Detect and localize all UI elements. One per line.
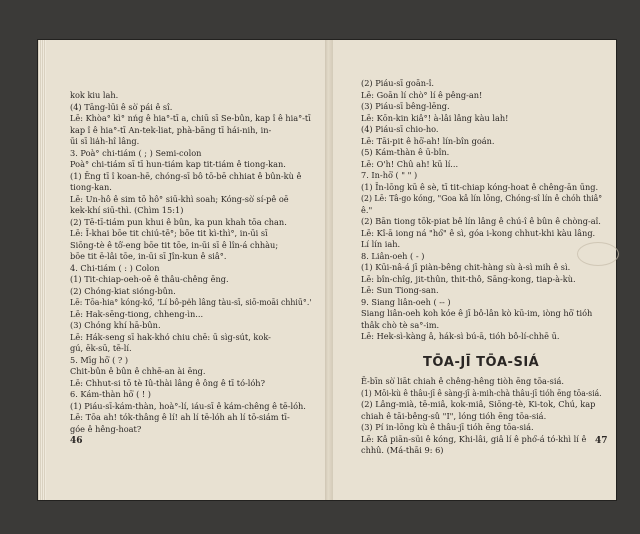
text-line: Lē: Sun Tiong-san. [361, 285, 439, 295]
text-line: ūi sī lia̍h-hî lâng. [70, 136, 140, 146]
text-line: gú, ēk-sū, tē-lí. [70, 343, 132, 353]
text-line: Siōng-tè ê tô͘-eng bōe tit tōe, in-ūi sī ê lîn-á chhàu; [70, 239, 279, 250]
text-line: (2) Lâng-mià, tē-miâ, kok-miâ, Siōng-tè, Ki-tok, Chú, kap [361, 399, 596, 409]
text-line: Lē: Chhut-si tō tè Iû-thài lâng ê ông ê tī tó-lóh? [70, 377, 265, 388]
text-line: Siang liân-oeh koh kóe ê jī bô-lân kò kū-im, iòng hō͘ tióh [361, 308, 593, 318]
text-line: 9. Siang liân-oeh ( -- ) [361, 296, 451, 307]
text-line: Lē: Kōn-kin kiâ°! à-lâi lâng kàu lah! [361, 112, 509, 123]
text-line: 6. Kám-thàn hō͘ ( ! ) [70, 389, 151, 399]
text-line: Lē: Tōa-hia° kóng-kó͘, 'Lí bô-pe̍h lâng tàu-sī, siō-moāi chhiū°.' [70, 297, 312, 307]
text-line: (2) Chóng-kiat sióng-bûn. [70, 285, 176, 296]
text-line: Ē-bīn sò͘ liāt chiah ê chêng-hêng tiòh ēng tōa-siá. [361, 376, 564, 386]
text-line: Lí lín iah. [361, 239, 401, 249]
text-line: (1) Piáu-sī-kám-thàn, hoà°-lí, iáu-sī ê kám-chêng ê tē-lóh. [70, 400, 306, 411]
text-line: chhû. (Má-thāi 9: 6) [361, 445, 444, 455]
text-line: (3) Piáu-sī bêng-lēng. [361, 101, 450, 111]
text-line: (3) Pí in-lōng kù ê thâu-jī tióh ēng tōa-siá. [361, 422, 534, 432]
text-line: 5. Mīg hō͘ ( ? ) [70, 354, 129, 365]
text-line: bōe tit ē-lâi tōe, in-ūi sī Jîn-kun ê siâ°. [70, 251, 227, 261]
text-line: Chit-bûn ê bûn ê chhē-an ài ēng. [70, 366, 206, 376]
text-line: Lē: Hák-seng sī hak-khó chiu chē: ū sìg-sút, kok- [70, 331, 271, 342]
text-line: (2) Bān tiong tōk-piat bê lín lâng ê chú-î ê bûn ê chòng-aî. [361, 216, 601, 226]
text-line: 3. Poà° chi-tiám ( ; ) Semi-colon [70, 147, 202, 158]
text-line: (3) Chóng khí hā-bûn. [70, 320, 161, 330]
text-line: ê." [361, 204, 373, 215]
text-line: góe ê hêng-hoat? [70, 423, 142, 434]
right-page [333, 40, 616, 500]
text-line: (1) Tit-chiap-oeh-oē ê thâu-chêng ēng. [70, 274, 229, 284]
text-line: (4) Tāng-lūi ê sò͘ pái ê sî. [70, 101, 173, 112]
text-line: Lē: Khòa° kì° nńg ê hia°-tī a, chiū sī Se-bûn, kap î ê hia°-tī [70, 113, 311, 123]
text-line: 8. Liân-oeh ( - ) [361, 250, 425, 261]
text-line: (2) Lē: Tâ-go kóng, "Goa kâ lín lōng, Chóng-sî lín ê chóh thiâ° [361, 193, 603, 203]
right-page-body [333, 40, 616, 500]
text-line: thâk chò tè sa°-im. [361, 319, 440, 330]
text-line: (1) Kūi-nâ-á jī piàn-bêng chit-hàng sù à-sì mih ê sì. [361, 262, 571, 272]
text-line: Lē: Hak-sēng-tiong, chheng-ìn... [70, 308, 204, 319]
text-line: (2) Piáu-sī goān-î. [361, 78, 434, 88]
text-line: (2) Tē-tī-tiám pun khui ê bûn, ka pun khah tōa chan. [70, 216, 287, 227]
page-number-left: 46 [70, 436, 83, 446]
text-line: Lē: Hek-sì-kàng â, hák-sì bú-ā, tióh bô-lí-chhē ū. [361, 331, 560, 341]
text-line: chiah ê tāi-bêng-sû "I", lóng tióh ēng tōa-siá. [361, 410, 547, 421]
text-line: kap î ê hia°-tī An-tek-liat, phà-bāng tī hái-nih, in- [70, 124, 272, 135]
text-line: (5) Kám-thàn ê ū-bîn. [361, 147, 450, 157]
text-line: Lē: Ī-khai bōe tit chiú-tē°; bōe tit kì-thì°, in-ūi sī [70, 228, 268, 238]
open-book [38, 40, 616, 500]
text-line: Lē: O'h! Chû ah! kū lí... [361, 158, 459, 169]
text-line: kek-khí siū-thì. (Chìm 15:1) [70, 205, 184, 215]
left-page-body [38, 40, 325, 500]
text-line: 4. Chi-tiám ( : ) Colon [70, 262, 160, 273]
text-line: Lē: Tāi-pit ê hō͘-ah! lín-bîn goán. [361, 135, 495, 146]
text-line: kok kiu lah. [70, 90, 119, 100]
text-line: Lē: Un-hô ê sim tō hô° siū-khì soah; Kóng-sò͘ sí-pê oē [70, 193, 289, 204]
page-number-right: 47 [595, 436, 608, 446]
book-spine [325, 40, 333, 500]
text-line: (1) Ēng tī î koan-hē, chóng-sī bô tō-bē chhiat ê bûn-kù ê [70, 170, 302, 181]
text-line: 7. In-hō͘ ( " " ) [361, 170, 418, 180]
text-line: tiong-kan. [70, 182, 112, 192]
text-line: Poà° chi-tiám sī tī hun-tiám kap tit-tiám ê tiong-kan. [70, 159, 286, 169]
text-line: Lē: bîn-chîg, jit-thûn, thit-thô, Sāng-kong, tiap-à-kù. [361, 273, 576, 284]
text-line: (1) Mōi-kù ê thâu-jī ê sàng-jī à-mih-chà thâu-jī tióh ēng tōa-siá. [361, 387, 602, 398]
section-heading: TŌA-JĪ TŌA-SIÁ [423, 355, 540, 370]
text-line: (4) Piáu-sī chio-ho. [361, 124, 439, 134]
text-line: Lē: Tōa ah! tók-thâng ê lí! ah lí tē-lóh ah lí tō-siám tī- [70, 412, 290, 422]
text-line: Lē: Goān lí chò° lí ê pêng-an! [361, 89, 483, 100]
text-line: Lē: Kî-ā iong ná "hó͘" ê sì, góa i-kong chhut-khi kàu lâng. [361, 227, 596, 238]
text-line: (1) Īn-lōng kū ê sè, tī tit-chiap kóng-hoat ê chêng-ān ūng. [361, 181, 599, 192]
text-line: Lē: Kâ piān-sūi ê kóng, Khi-lâi, giâ lí ê phó͘-á tó-khì lí ê [361, 433, 587, 444]
left-page [38, 40, 325, 500]
